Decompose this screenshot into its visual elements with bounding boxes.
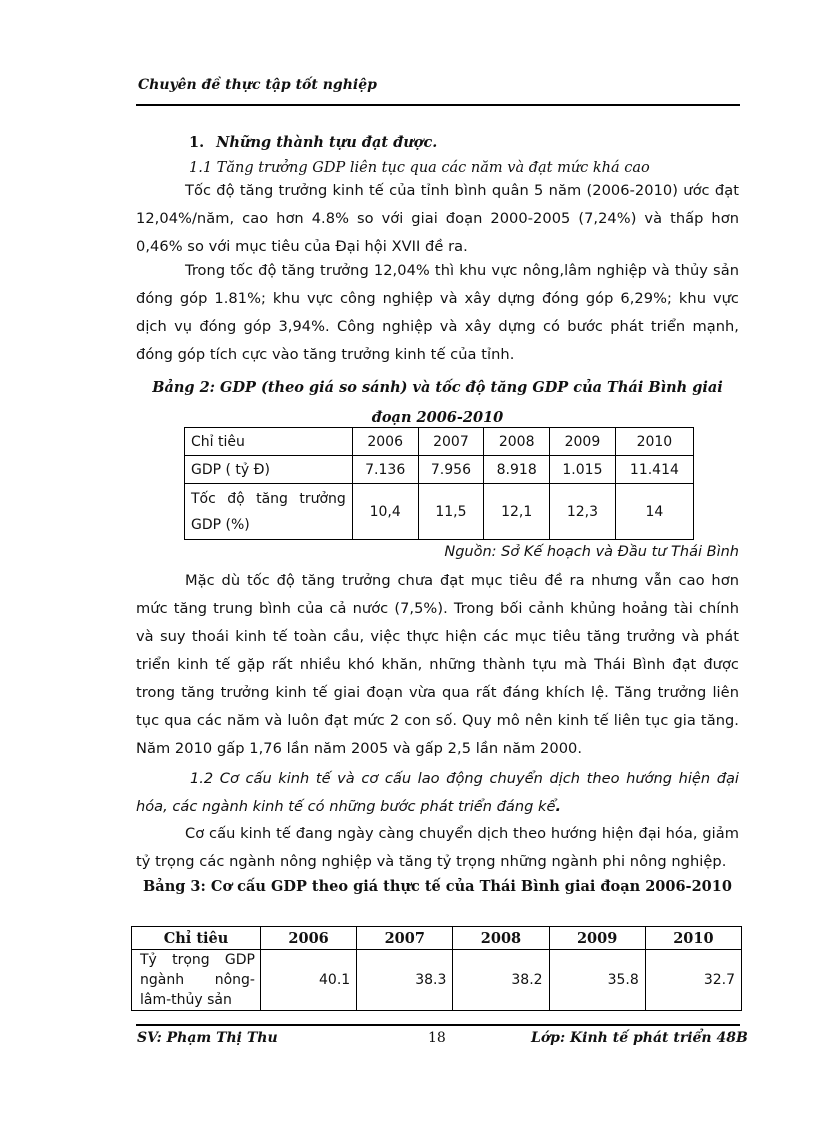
table2-caption: Bảng 2: GDP (theo giá so sánh) và tốc độ tăng GDP của Thái Bình giai đoạn 2006-2010 [152,379,723,426]
table-header-cell: 2006 [261,927,357,950]
table-cell: 1.015 [550,456,616,484]
paragraph-sector-contribution: Trong tốc độ tăng trưởng 12,04% thì khu vực nông,lâm nghiệp và thủy sản đóng góp 1.81%; khu vực công nghiệp và xây dựng đóng góp 6,29%; khu vực dịch vụ đóng góp 3,94%. Công nghiệp và xây dựng có bước phát triển mạnh, đóng góp tích cực vào tăng trưởng kinh tế của tỉnh. [136,262,739,363]
table-header-cell: 2009 [550,428,616,456]
table3-gdp-structure [131,926,742,1011]
section-heading [189,134,437,151]
paragraph-growth-rate: Tốc độ tăng trưởng kinh tế của tỉnh bình quân 5 năm (2006-2010) ước đạt 12,04%/năm, cao hơn 4.8% so với giai đoạn 2000-2005 (7,24%) và thấp hơn 0,46% so với mục tiêu của Đại hội XVII đề ra. [136,182,739,255]
table-header-cell: 2006 [352,428,418,456]
table-cell: 32.7 [645,950,741,1011]
table-cell: Tốc độ tăng trưởng GDP (%) [185,484,353,540]
subsection-heading-2-end: . [555,798,561,815]
table-cell: 38.2 [453,950,549,1011]
table-header-cell: 2007 [357,927,453,950]
table-cell: 40.1 [261,950,357,1011]
table-cell: 11.414 [615,456,693,484]
footer-class: Lớp: Kinh tế phát triển 48B [531,1030,748,1046]
table-cell: 12,3 [550,484,616,540]
section-heading-text: Những thành tựu đạt được. [216,134,438,151]
table-row [132,950,742,1011]
table3-caption: Bảng 3: Cơ cấu GDP theo giá thực tế của Thái Bình giai đoạn 2006-2010 [143,878,732,895]
table-header-cell: 2010 [615,428,693,456]
table-cell: 8.918 [484,456,550,484]
table-cell: 7.956 [418,456,484,484]
table-cell: 11,5 [418,484,484,540]
footer-rule [136,1024,740,1026]
table-row [185,484,694,540]
table-header-cell: Chỉ tiêu [185,428,353,456]
table-header-cell: 2007 [418,428,484,456]
table-cell: GDP ( tỷ Đ) [185,456,353,484]
paragraph-growth-context: Mặc dù tốc độ tăng trưởng chưa đạt mục tiêu đề ra nhưng vẫn cao hơn mức tăng trung bình của cả nước (7,5%). Trong bối cảnh khủng hoảng tài chính và suy thoái kinh tế toàn cầu, việc thực hiện các mục tiêu tăng trưởng và phát triển kinh tế gặp rất nhiều khó khăn, những thành tựu mà Thái Bình đạt được trong tăng trưởng kinh tế giai đoạn vừa qua rất đáng khích lệ. Tăng trưởng liên tục qua các năm và luôn đạt mức 2 con số. Quy mô nên kinh tế liên tục gia tăng. Năm 2010 gấp 1,76 lần năm 2005 và gấp 2,5 lần năm 2000. [136,572,739,757]
table-cell: 14 [615,484,693,540]
section-number: 1. [189,134,205,151]
table-cell: 10,4 [352,484,418,540]
table-header-cell: 2008 [453,927,549,950]
table-header-row [185,428,694,456]
paragraph-structure-shift: Cơ cấu kinh tế đang ngày càng chuyển dịch theo hướng hiện đại hóa, giảm tỷ trọng các ngành nông nghiệp và tăng tỷ trọng những ngành phi nông nghiệp. [136,825,739,870]
table-cell: 7.136 [352,456,418,484]
table-header-row [132,927,742,950]
table-header-cell: 2008 [484,428,550,456]
subsection-heading-2-text: 1.2 Cơ cấu kinh tế và cơ cấu lao động chuyển dịch theo hướng hiện đại hóa, các ngành kinh tế có những bước phát triển đáng kể [136,770,739,815]
page-number: 18 [428,1030,446,1046]
document-header-title: Chuyên đề thực tập tốt nghiệp [138,77,377,93]
table2-source: Nguồn: Sở Kế hoạch và Đầu tư Thái Bình [444,544,739,560]
table-cell: 12,1 [484,484,550,540]
table-header-cell: 2009 [549,927,645,950]
table-cell: 35.8 [549,950,645,1011]
table-cell: 38.3 [357,950,453,1011]
table-cell: Tỷ trọng GDP ngành nông-lâm-thủy sản [132,950,261,1011]
header-rule [136,104,740,106]
subsection-heading-2 [136,765,739,821]
table-row [185,456,694,484]
table-header-cell: Chỉ tiêu [132,927,261,950]
footer-student-name: SV: Phạm Thị Thu [137,1030,278,1046]
table-header-cell: 2010 [645,927,741,950]
table2-gdp [184,427,694,540]
subsection-heading: 1.1 Tăng trưởng GDP liên tục qua các năm và đạt mức khá cao [189,160,650,176]
